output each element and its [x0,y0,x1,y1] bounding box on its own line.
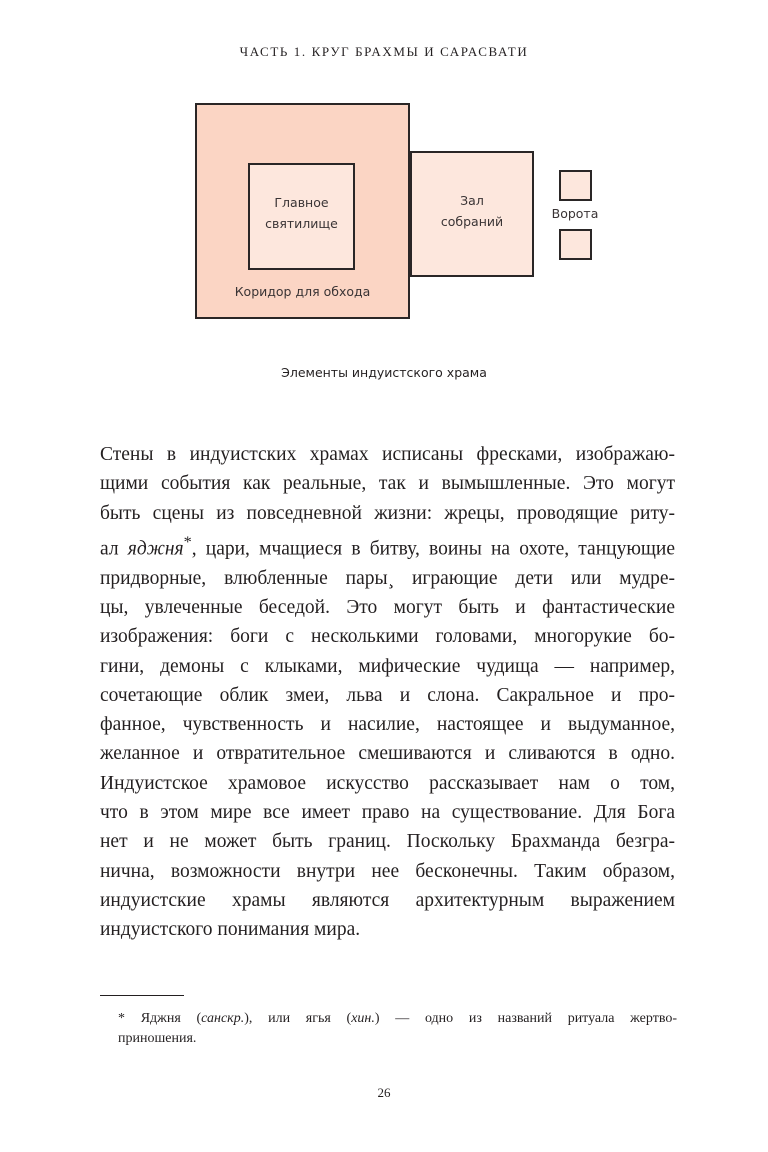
body-paragraph [100,440,675,945]
body-line: индуистские храмы являются архитектурным выражением [100,889,675,911]
gate-box-bottom [559,229,592,260]
body-line: нет и не может быть границ. Поскольку Брахманда безгра- [100,831,675,853]
body-line: Стены в индуистских храмах исписаны фресками, изображаю- [100,444,675,465]
body-line: нична, возможности внутри нее бесконечны. Таким образом, [100,860,675,882]
footnote-ref[interactable]: * [183,532,192,551]
body-line: желанное и отвратительное смешиваются и сливаются в одно. [100,743,675,765]
body-line: гини, демоны с клыками, мифические чудища — например, [100,655,675,677]
gate-label: Ворота [551,206,599,221]
body-line: что в этом мире все имеет право на существование. Для Бога [100,802,675,824]
hall-label: Зал собраний [440,193,504,229]
body-line: изображения: боги с несколькими головами, многорукие бо- [100,626,675,648]
body-line: ал яджня*, цари, мчащиеся в битву, воины на охоте, танцующие [100,532,676,560]
corridor-label: Коридор для обхода [234,284,371,299]
body-line: фанное, чувственность и насилие, настоящее и выдуманное, [100,714,675,736]
footnote [100,1009,677,1049]
footnote-mark: * [118,1011,125,1026]
body-line: цы, увлеченные беседой. Это могут быть и фантастические [100,596,675,618]
sanctum-label: Главное святилище [265,195,338,231]
yajna-term: яджня [127,538,184,560]
page-number: 26 [377,1085,391,1100]
footnote-line: приношения. [118,1031,197,1046]
body-line: индуистского понимания мира. [100,919,361,941]
running-head: ЧАСТЬ 1. КРУГ БРАХМЫ И САРАСВАТИ [239,44,529,59]
figure-caption: Элементы индуистского храма [281,365,487,380]
temple-diagram [0,0,768,400]
body-line: придворные, влюбленные пары¸ играющие дети или мудре- [100,567,675,589]
footnote-line: * Яджня (санскр.), или ягья (хин.) — одно из названий ритуала жертво- [118,1011,677,1026]
body-line: быть сцены из повседневной жизни: жрецы, проводящие риту- [100,502,675,524]
footnote-divider [100,995,184,996]
body-line: сочетающие облик змеи, льва и слона. Сакральное и про- [100,684,675,706]
body-line: Индуистское храмовое искусство рассказывает нам о том, [100,772,675,794]
gate-box-top [559,170,592,201]
body-line: щими события как реальные, так и вымышленные. Это могут [100,473,675,495]
